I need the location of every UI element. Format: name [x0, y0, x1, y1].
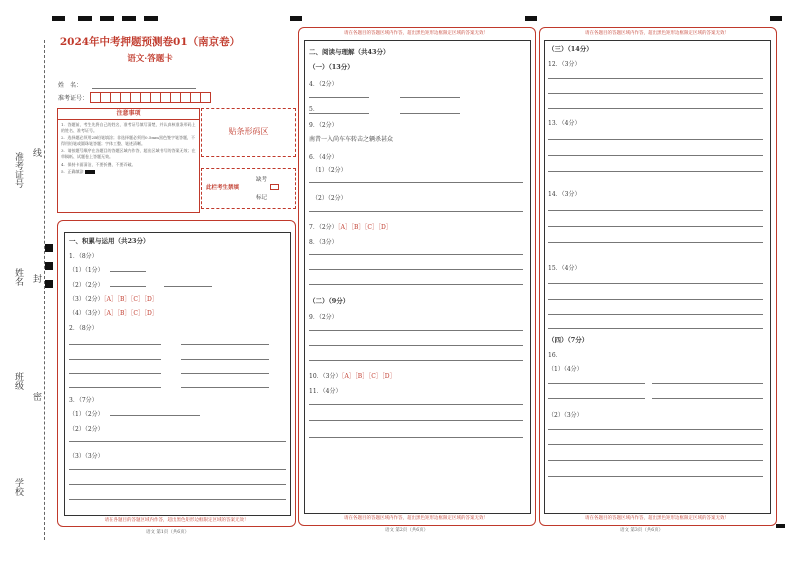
question-label: 3．（7分）	[69, 397, 98, 404]
question-label: 1．（8分）	[69, 253, 98, 260]
absent-mark-box[interactable]	[270, 184, 279, 190]
answer-line[interactable]	[309, 360, 523, 361]
part-title: （一）（13分）	[309, 63, 354, 71]
left-mark	[45, 262, 53, 270]
question-label: 13．（4分）	[548, 120, 581, 127]
answer-area-2[interactable]	[304, 40, 531, 514]
question-label: 14．（3分）	[548, 191, 581, 198]
timing-mark	[290, 16, 302, 21]
side-label-line: 线	[31, 148, 41, 157]
answer-line[interactable]	[110, 286, 146, 287]
answer-line[interactable]	[309, 404, 523, 405]
question-label: （3）（2分）	[69, 296, 104, 303]
answer-line[interactable]	[110, 271, 146, 272]
answer-line[interactable]	[548, 444, 763, 445]
exam-subtitle: 语文·答题卡	[127, 54, 173, 64]
choice-options[interactable]: ［A］［B］［C］［D］	[103, 296, 158, 303]
question-label: 12．（3分）	[548, 61, 581, 68]
warning-text: 请在各题目的答题区域内作答，超出黑色矩形边框限定区域的答案无效！	[585, 31, 729, 36]
absent-mark-label: 标记	[256, 195, 268, 201]
timing-mark	[52, 16, 65, 21]
notice-item: 5．正确填涂	[61, 169, 84, 175]
side-label-secret: 密	[31, 392, 41, 401]
answer-line[interactable]	[309, 254, 523, 255]
side-label-name: 姓名	[13, 268, 23, 286]
timing-mark	[122, 16, 136, 21]
question-label: 15．（4分）	[548, 265, 581, 272]
answer-line[interactable]	[309, 269, 523, 270]
page-footer: 语文 第1页（共6页）	[146, 530, 190, 535]
answer-line[interactable]	[548, 242, 763, 243]
answer-line[interactable]	[548, 78, 763, 79]
answer-line[interactable]	[69, 484, 286, 485]
warning-text: 请在各题目的答题区域内作答，超出黑色矩形边框限定区域的答案无效！	[104, 518, 249, 523]
answer-line[interactable]	[652, 398, 763, 399]
answer-line[interactable]	[548, 383, 645, 384]
answer-line[interactable]	[69, 387, 161, 388]
question-label: （3）（3分）	[69, 453, 104, 460]
question-label: 8．（3分）	[309, 239, 338, 246]
timing-mark	[776, 524, 785, 528]
notice-item: 3．请按题号顺序在各题目的答题区域内作答，超出区域书写的答案无效；在草稿纸、试题卷上答题无效。	[61, 148, 196, 159]
answer-line[interactable]	[309, 113, 369, 114]
name-field[interactable]	[92, 88, 196, 89]
answer-line[interactable]	[548, 299, 763, 300]
timing-mark	[770, 16, 782, 21]
answer-line[interactable]	[652, 383, 763, 384]
question-label: 10．（3分）	[309, 373, 342, 380]
answer-line[interactable]	[400, 97, 460, 98]
side-label-seal: 封	[31, 274, 41, 283]
warning-text: 请在各题目的答题区域内作答，超出黑色矩形边框限定区域的答案无效！	[344, 516, 488, 521]
answer-line[interactable]	[309, 97, 369, 98]
answer-line[interactable]	[69, 469, 286, 470]
name-label: 姓 名：	[58, 82, 83, 89]
answer-line[interactable]	[69, 441, 286, 442]
answer-line[interactable]	[69, 344, 161, 345]
question-label: 9．（2分）	[309, 314, 338, 321]
question-label: （4）（3分）	[69, 310, 104, 317]
page-footer: 语文 第3页（共6页）	[620, 528, 664, 533]
section-title: 一、积累与运用（共23分）	[69, 237, 150, 245]
choice-options[interactable]: ［A］［B］［C］［D］	[103, 310, 158, 317]
question-label: （2）（2分）	[312, 195, 347, 202]
absent-box	[201, 168, 296, 209]
absent-fill-label: 此栏考生禁填	[206, 185, 240, 191]
answer-line[interactable]	[548, 171, 763, 172]
question-label: （1）（2分）	[69, 411, 104, 418]
side-label-ticket: 准考证号	[13, 152, 23, 188]
answer-line[interactable]	[548, 139, 763, 140]
choice-options[interactable]: ［A］［B］［C］［D］	[337, 224, 392, 231]
notice-item: 4．保持卡面清洁，不要折叠、不要弄破。	[61, 161, 136, 167]
answer-line[interactable]	[548, 210, 763, 211]
part-title: （四）（7分）	[548, 336, 589, 344]
side-label-class: 班级	[13, 372, 23, 390]
answer-area-1[interactable]	[64, 232, 291, 516]
warning-text: 请在各题目的答题区域内作答，超出黑色矩形边框限定区域的答案无效！	[344, 31, 488, 36]
answer-line[interactable]	[110, 415, 200, 416]
part-title: （二）（9分）	[309, 297, 350, 305]
timing-mark	[525, 16, 537, 21]
timing-mark	[78, 16, 92, 21]
answer-line[interactable]	[181, 387, 269, 388]
answer-line[interactable]	[69, 499, 286, 500]
answer-line[interactable]	[400, 113, 460, 114]
section-title: 二、阅读与理解（共43分）	[309, 48, 390, 56]
question-label: 9．（2分）	[309, 122, 338, 129]
answer-line[interactable]	[309, 330, 523, 331]
answer-line[interactable]	[181, 359, 269, 360]
question-label: 2．（8分）	[69, 325, 98, 332]
answer-line[interactable]	[309, 345, 523, 346]
question-label: 6．（4分）	[309, 154, 338, 161]
answer-line[interactable]	[548, 283, 763, 284]
timing-mark	[144, 16, 158, 21]
side-label-school: 学校	[13, 478, 23, 496]
answer-line[interactable]	[309, 437, 523, 438]
absent-mark-label: 缺考	[256, 177, 268, 183]
question-label: （1）（4分）	[548, 366, 583, 373]
notice-title: 注意事项	[58, 109, 199, 120]
barcode-area	[201, 108, 296, 157]
question-label: （1）（2分）	[312, 167, 347, 174]
answer-line[interactable]	[548, 328, 763, 329]
timing-mark	[100, 16, 114, 21]
left-mark	[45, 244, 53, 252]
answer-line[interactable]	[548, 226, 763, 227]
left-mark	[45, 280, 53, 288]
ticket-label: 准考证号：	[58, 95, 89, 102]
answer-line[interactable]	[69, 373, 161, 374]
question-label: 11．（4分）	[309, 388, 342, 395]
answer-line[interactable]	[309, 284, 523, 285]
answer-line[interactable]	[164, 286, 212, 287]
answer-line[interactable]	[548, 398, 645, 399]
answer-line[interactable]	[548, 314, 763, 315]
question-label: （2）（3分）	[548, 412, 583, 419]
exam-title: 2024年中考押题预测卷01（南京卷）	[59, 36, 241, 48]
answer-line[interactable]	[548, 476, 763, 477]
question-label: （1）（1分）	[69, 267, 104, 274]
barcode-label: 贴条形码区	[228, 127, 269, 136]
answer-line[interactable]	[181, 373, 269, 374]
question-label: 16．	[548, 352, 562, 359]
answer-line[interactable]	[548, 155, 763, 156]
answer-area-3[interactable]	[544, 40, 771, 514]
fill-sample-icon	[85, 170, 95, 174]
answer-line[interactable]	[548, 108, 763, 109]
seal-line	[44, 40, 45, 540]
answer-line[interactable]	[69, 359, 161, 360]
page-footer: 语文 第2页（共6页）	[385, 528, 429, 533]
answer-line[interactable]	[309, 182, 523, 183]
question-label: 7．（2分）	[309, 224, 338, 231]
answer-line[interactable]	[181, 344, 269, 345]
choice-options[interactable]: ［A］［B］［C］［D］	[341, 373, 396, 380]
answer-line[interactable]	[309, 420, 523, 421]
answer-line[interactable]	[309, 211, 523, 212]
question-label: （2）（2分）	[69, 282, 104, 289]
question-label: 5．	[309, 106, 319, 113]
ticket-number-boxes[interactable]	[90, 92, 210, 103]
notice-item: 2．选择题必须用2B铅笔填涂；非选择题必须用0.5mm黑色签字笔答题，不得用铅笔或圆珠笔答题；字体工整、笔迹清晰。	[61, 135, 195, 146]
notice-item: 1．答题前，考生先将自己的姓名，准考证号填写清楚，并认真核准条形码上的姓名、准考证号。	[61, 122, 196, 133]
answer-line[interactable]	[548, 460, 763, 461]
question-label: 4．（2分）	[309, 81, 338, 88]
answer-line[interactable]	[548, 93, 763, 94]
part-title: （三）（14分）	[548, 45, 593, 53]
answer-line[interactable]	[548, 429, 763, 430]
quote-text: 南昔一入尚车车转击之辆杀甚众	[309, 136, 394, 143]
notice-box	[57, 108, 200, 213]
warning-text: 请在各题目的答题区域内作答，超出黑色矩形边框限定区域的答案无效！	[585, 516, 729, 521]
question-label: （2）（2分）	[69, 426, 104, 433]
